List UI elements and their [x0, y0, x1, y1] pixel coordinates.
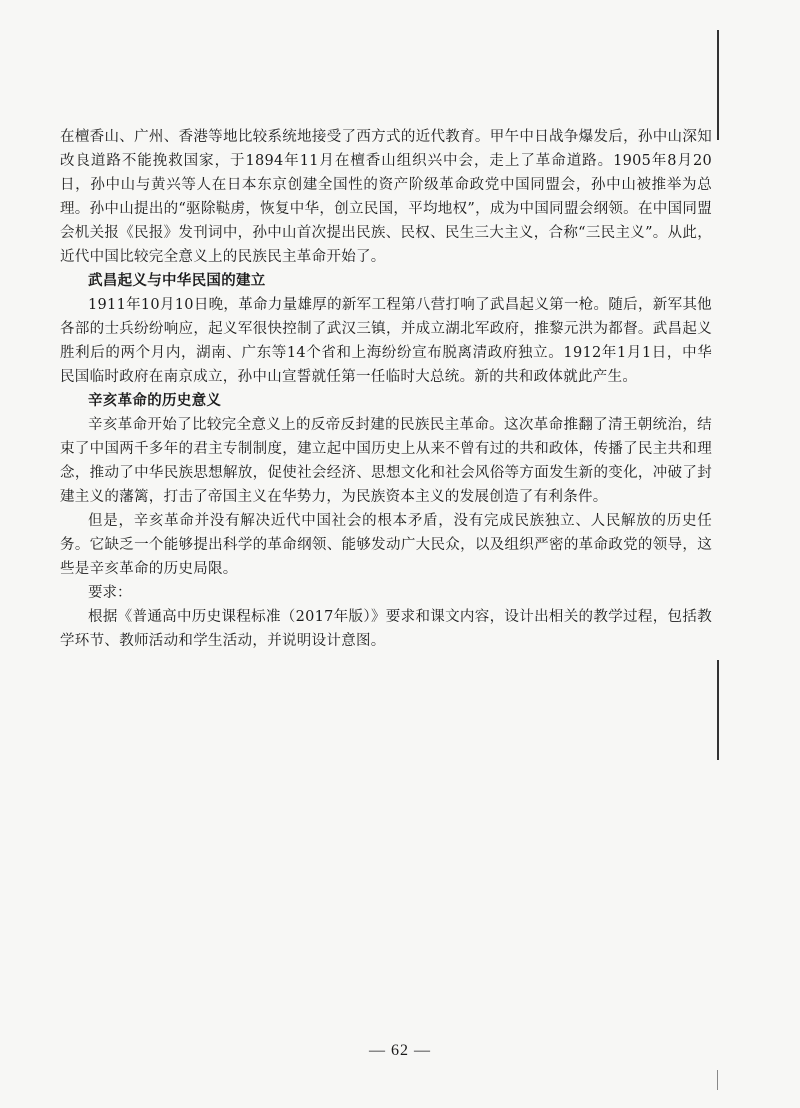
document-body — [60, 125, 712, 653]
paragraph-intro: 在檀香山、广州、香港等地比较系统地接受了西方式的近代教育。甲午中日战争爆发后，孙中山深知改良道路不能挽救国家，于1894年11月在檀香山组织兴中会，走上了革命道路。1905年8月20日，孙中山与黄兴等人在日本东京创建全国性的资产阶级革命政党中国同盟会，孙中山被推举为总理。孙中山提出的“驱除鞑虏，恢复中华，创立民国，平均地权”，成为中国同盟会纲领。在中国同盟会机关报《民报》发刊词中，孙中山首次提出民族、民权、民生三大主义，合称“三民主义”。从此，近代中国比较完全意义上的民族民主革命开始了。 — [60, 129, 712, 265]
paragraph-wuchang-uprising: 1911年10月10日晚，革命力量雄厚的新军工程第八营打响了武昌起义第一枪。随后，新军其他各部的士兵纷纷响应，起义军很快控制了武汉三镇，并成立湖北军政府，推黎元洪为都督。武昌起义胜利后的两个月内，湖南、广东等14个省和上海纷纷宣布脱离清政府独立。1912年1月1日，中华民国临时政府在南京成立，孙中山宣誓就任第一任临时大总统。新的共和政体就此产生。 — [60, 297, 712, 385]
page-number: — 62 — — [369, 1042, 431, 1059]
margin-rule-middle — [717, 660, 719, 760]
margin-rule-top — [717, 30, 719, 140]
paragraph-limitations: 但是，辛亥革命并没有解决近代中国社会的根本矛盾，没有完成民族独立、人民解放的历史任务。它缺乏一个能够提出科学的革命纲领、能够发动广大民众，以及组织严密的革命政党的领导，这些是辛亥革命的历史局限。 — [60, 513, 712, 577]
margin-rule-bottom — [717, 1070, 718, 1090]
section-heading-historical-significance: 辛亥革命的历史意义 — [88, 393, 222, 409]
requirements-label: 要求： — [88, 585, 132, 601]
section-heading-wuchang-uprising: 武昌起义与中华民国的建立 — [88, 273, 266, 289]
paragraph-requirements: 根据《普通高中历史课程标准（2017年版）》要求和课文内容，设计出相关的教学过程，包括教学环节、教师活动和学生活动，并说明设计意图。 — [60, 609, 712, 649]
paragraph-significance: 辛亥革命开始了比较完全意义上的反帝反封建的民族民主革命。这次革命推翻了清王朝统治，结束了中国两千多年的君主专制制度，建立起中国历史上从来不曾有过的共和政体，传播了民主共和理念，推动了中华民族思想解放，促使社会经济、思想文化和社会风俗等方面发生新的变化，冲破了封建主义的藩篱，打击了帝国主义在华势力，为民族资本主义的发展创造了有利条件。 — [60, 417, 712, 505]
